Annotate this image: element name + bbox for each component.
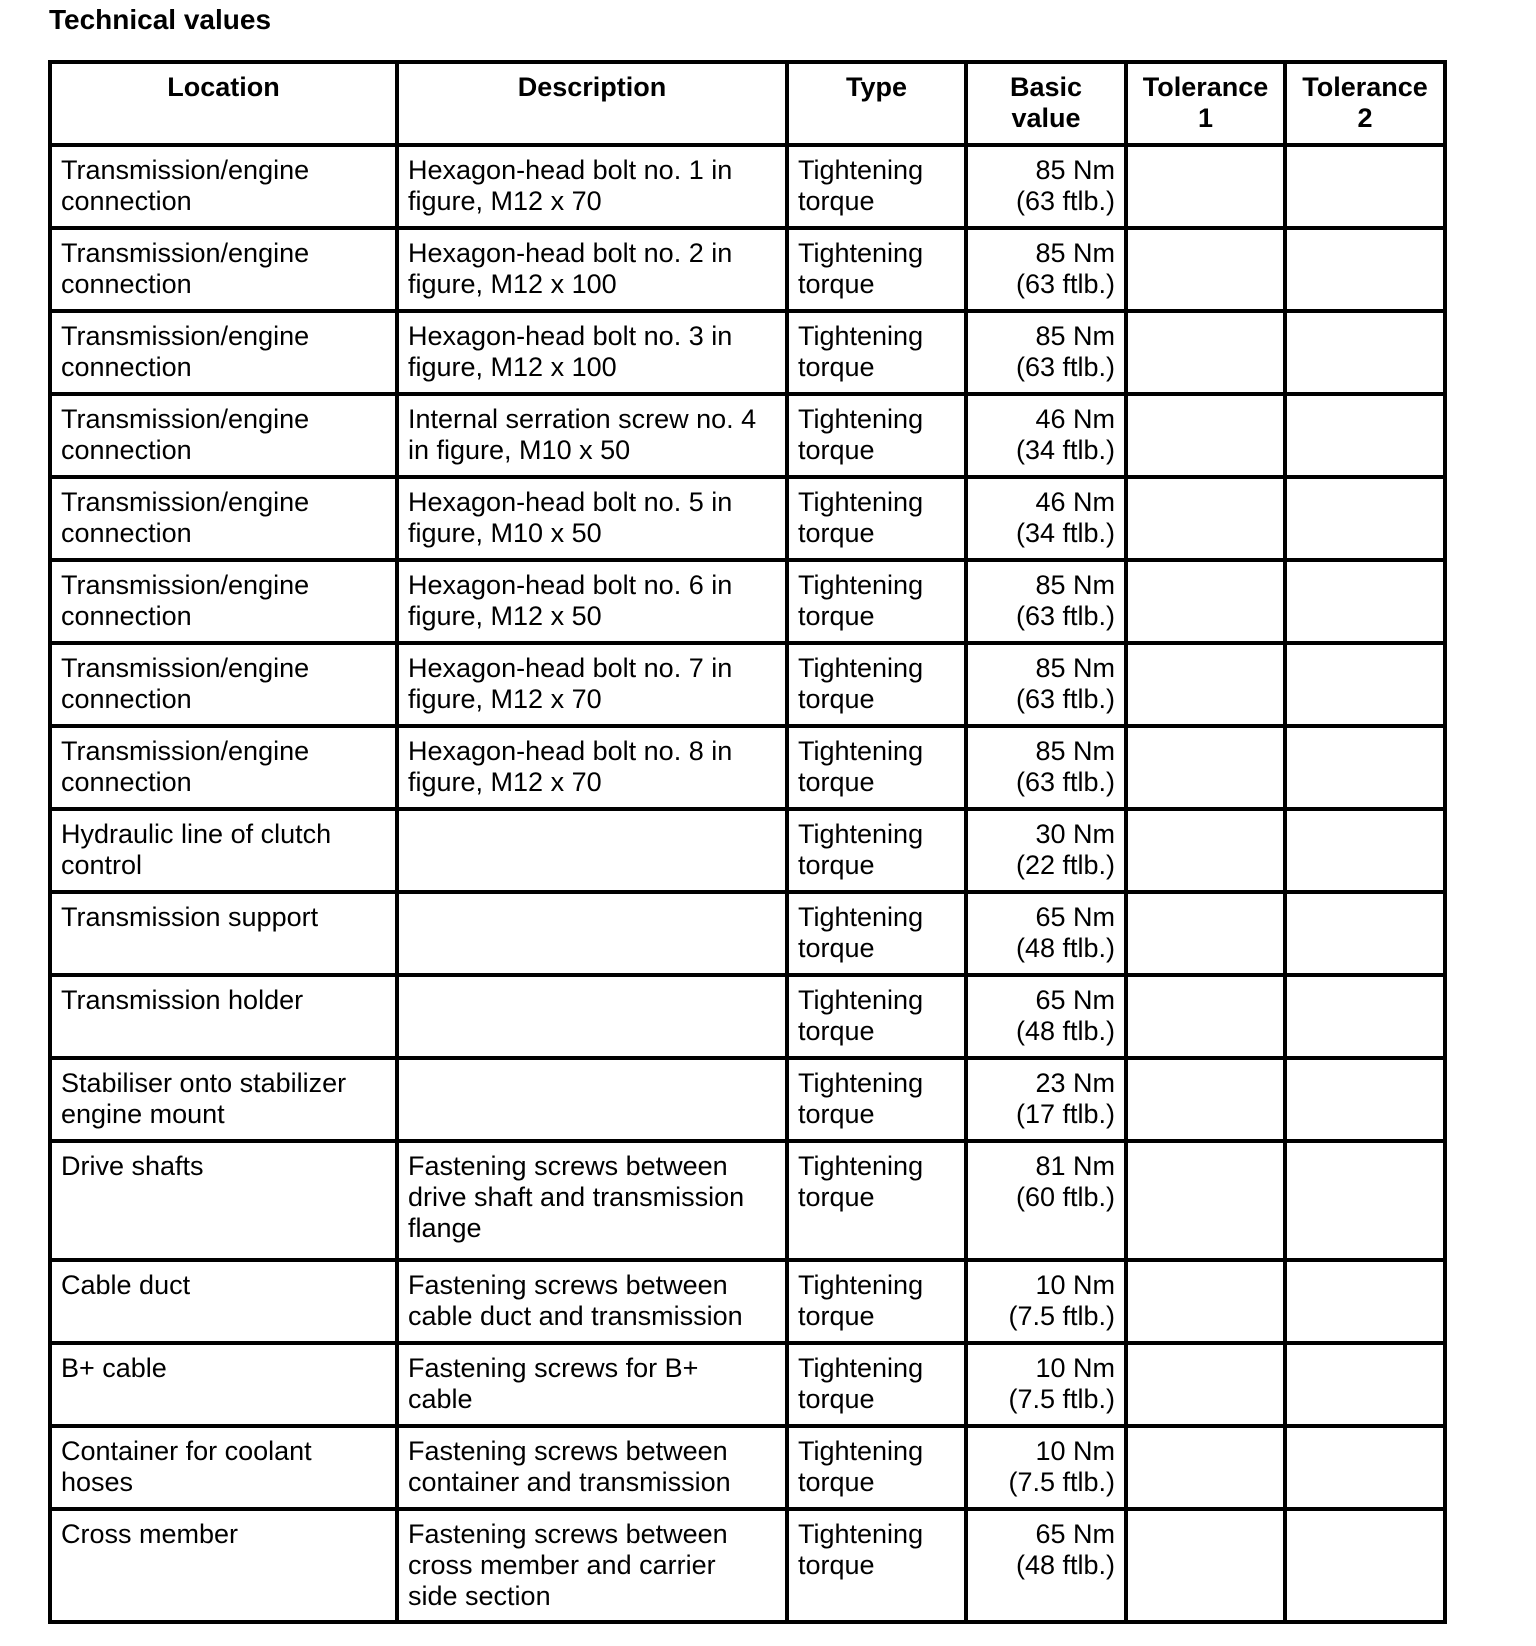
cell-type: Tightening torque: [787, 477, 966, 560]
cell-description: Internal serration screw no. 4 in figure, M10 x 50: [397, 394, 787, 477]
cell-type: Tightening torque: [787, 1058, 966, 1141]
header-tolerance-2: Tolerance 2: [1285, 62, 1445, 145]
cell-type: Tightening torque: [787, 809, 966, 892]
header-type: Type: [787, 62, 966, 145]
cell-tolerance-1: [1126, 975, 1285, 1058]
cell-tolerance-2: [1285, 1426, 1445, 1509]
cell-location: Container for coolant hoses: [50, 1426, 397, 1509]
cell-location: B+ cable: [50, 1343, 397, 1426]
cell-basic-value: 85 Nm (63 ftlb.): [966, 228, 1126, 311]
cell-description: Fastening screws between drive shaft and transmission flange: [397, 1141, 787, 1260]
cell-tolerance-2: [1285, 1058, 1445, 1141]
cell-description: Hexagon-head bolt no. 1 in figure, M12 x 70: [397, 145, 787, 228]
cell-location: Transmission/engine connection: [50, 560, 397, 643]
cell-type: Tightening torque: [787, 726, 966, 809]
cell-tolerance-2: [1285, 1260, 1445, 1343]
cell-tolerance-1: [1126, 311, 1285, 394]
table-row: [50, 1426, 1445, 1509]
header-basic-value: Basic value: [966, 62, 1126, 145]
cell-basic-value: 85 Nm (63 ftlb.): [966, 643, 1126, 726]
cell-tolerance-1: [1126, 1141, 1285, 1260]
cell-location: Transmission/engine connection: [50, 394, 397, 477]
cell-description: [397, 1058, 787, 1141]
cell-basic-value: 85 Nm (63 ftlb.): [966, 311, 1126, 394]
cell-location: Transmission holder: [50, 975, 397, 1058]
cell-tolerance-2: [1285, 394, 1445, 477]
cell-tolerance-2: [1285, 1141, 1445, 1260]
cell-type: Tightening torque: [787, 892, 966, 975]
cell-type: Tightening torque: [787, 1260, 966, 1343]
cell-basic-value: 85 Nm (63 ftlb.): [966, 145, 1126, 228]
cell-tolerance-2: [1285, 1343, 1445, 1426]
cell-tolerance-2: [1285, 477, 1445, 560]
table-row: [50, 1058, 1445, 1141]
cell-type: Tightening torque: [787, 1141, 966, 1260]
header-location: Location: [50, 62, 397, 145]
cell-description: Hexagon-head bolt no. 3 in figure, M12 x 100: [397, 311, 787, 394]
cell-description: Hexagon-head bolt no. 2 in figure, M12 x 100: [397, 228, 787, 311]
cell-tolerance-1: [1126, 1426, 1285, 1509]
cell-type: Tightening torque: [787, 394, 966, 477]
cell-type: Tightening torque: [787, 1509, 966, 1622]
table-row: [50, 1509, 1445, 1622]
cell-tolerance-1: [1126, 145, 1285, 228]
cell-basic-value: 81 Nm (60 ftlb.): [966, 1141, 1126, 1260]
cell-description: Hexagon-head bolt no. 7 in figure, M12 x 70: [397, 643, 787, 726]
cell-location: Transmission/engine connection: [50, 643, 397, 726]
cell-basic-value: 65 Nm (48 ftlb.): [966, 1509, 1126, 1622]
cell-tolerance-2: [1285, 311, 1445, 394]
cell-basic-value: 46 Nm (34 ftlb.): [966, 477, 1126, 560]
cell-basic-value: 65 Nm (48 ftlb.): [966, 892, 1126, 975]
cell-tolerance-1: [1126, 477, 1285, 560]
cell-basic-value: 65 Nm (48 ftlb.): [966, 975, 1126, 1058]
table-body: [50, 145, 1445, 1622]
cell-location: Transmission support: [50, 892, 397, 975]
cell-location: Transmission/engine connection: [50, 477, 397, 560]
cell-description: Fastening screws between cross member and carrier side section: [397, 1509, 787, 1622]
cell-basic-value: 10 Nm (7.5 ftlb.): [966, 1426, 1126, 1509]
cell-location: Stabiliser onto stabilizer engine mount: [50, 1058, 397, 1141]
cell-type: Tightening torque: [787, 1343, 966, 1426]
cell-tolerance-1: [1126, 1260, 1285, 1343]
cell-location: Cross member: [50, 1509, 397, 1622]
table-row: [50, 560, 1445, 643]
cell-tolerance-2: [1285, 643, 1445, 726]
cell-tolerance-2: [1285, 228, 1445, 311]
table-row: [50, 726, 1445, 809]
cell-tolerance-2: [1285, 145, 1445, 228]
cell-basic-value: 23 Nm (17 ftlb.): [966, 1058, 1126, 1141]
table-row: [50, 477, 1445, 560]
table-row: [50, 1343, 1445, 1426]
cell-description: Hexagon-head bolt no. 5 in figure, M10 x 50: [397, 477, 787, 560]
cell-tolerance-1: [1126, 560, 1285, 643]
cell-type: Tightening torque: [787, 1426, 966, 1509]
cell-tolerance-2: [1285, 726, 1445, 809]
table-row: [50, 975, 1445, 1058]
cell-tolerance-1: [1126, 228, 1285, 311]
cell-type: Tightening torque: [787, 228, 966, 311]
table-row: [50, 892, 1445, 975]
table-row: [50, 311, 1445, 394]
table-row: [50, 643, 1445, 726]
cell-type: Tightening torque: [787, 145, 966, 228]
cell-description: Fastening screws for B+ cable: [397, 1343, 787, 1426]
table-row: [50, 1141, 1445, 1260]
cell-type: Tightening torque: [787, 975, 966, 1058]
cell-basic-value: 30 Nm (22 ftlb.): [966, 809, 1126, 892]
cell-location: Cable duct: [50, 1260, 397, 1343]
cell-tolerance-1: [1126, 1509, 1285, 1622]
cell-description: Fastening screws between container and transmission: [397, 1426, 787, 1509]
technical-values-table: [48, 60, 1447, 1624]
cell-location: Hydraulic line of clutch control: [50, 809, 397, 892]
cell-description: [397, 809, 787, 892]
cell-location: Transmission/engine connection: [50, 311, 397, 394]
cell-location: Transmission/engine connection: [50, 726, 397, 809]
cell-tolerance-2: [1285, 809, 1445, 892]
header-row: [50, 62, 1445, 145]
header-description: Description: [397, 62, 787, 145]
cell-tolerance-2: [1285, 560, 1445, 643]
cell-tolerance-1: [1126, 892, 1285, 975]
cell-tolerance-2: [1285, 975, 1445, 1058]
cell-description: [397, 892, 787, 975]
cell-description: Hexagon-head bolt no. 8 in figure, M12 x 70: [397, 726, 787, 809]
header-tolerance-1: Tolerance 1: [1126, 62, 1285, 145]
cell-description: Hexagon-head bolt no. 6 in figure, M12 x 50: [397, 560, 787, 643]
cell-location: Drive shafts: [50, 1141, 397, 1260]
cell-basic-value: 10 Nm (7.5 ftlb.): [966, 1343, 1126, 1426]
table-row: [50, 145, 1445, 228]
cell-location: Transmission/engine connection: [50, 228, 397, 311]
cell-description: Fastening screws between cable duct and transmission: [397, 1260, 787, 1343]
cell-type: Tightening torque: [787, 643, 966, 726]
cell-basic-value: 10 Nm (7.5 ftlb.): [966, 1260, 1126, 1343]
cell-tolerance-1: [1126, 726, 1285, 809]
cell-tolerance-1: [1126, 1343, 1285, 1426]
cell-basic-value: 85 Nm (63 ftlb.): [966, 726, 1126, 809]
cell-type: Tightening torque: [787, 560, 966, 643]
cell-tolerance-1: [1126, 394, 1285, 477]
cell-basic-value: 85 Nm (63 ftlb.): [966, 560, 1126, 643]
page-title: Technical values: [49, 4, 272, 35]
cell-tolerance-1: [1126, 1058, 1285, 1141]
cell-tolerance-2: [1285, 1509, 1445, 1622]
cell-type: Tightening torque: [787, 311, 966, 394]
cell-tolerance-1: [1126, 809, 1285, 892]
table-row: [50, 394, 1445, 477]
table-row: [50, 809, 1445, 892]
cell-basic-value: 46 Nm (34 ftlb.): [966, 394, 1126, 477]
cell-tolerance-1: [1126, 643, 1285, 726]
table-row: [50, 228, 1445, 311]
cell-tolerance-2: [1285, 892, 1445, 975]
table-row: [50, 1260, 1445, 1343]
cell-location: Transmission/engine connection: [50, 145, 397, 228]
cell-description: [397, 975, 787, 1058]
